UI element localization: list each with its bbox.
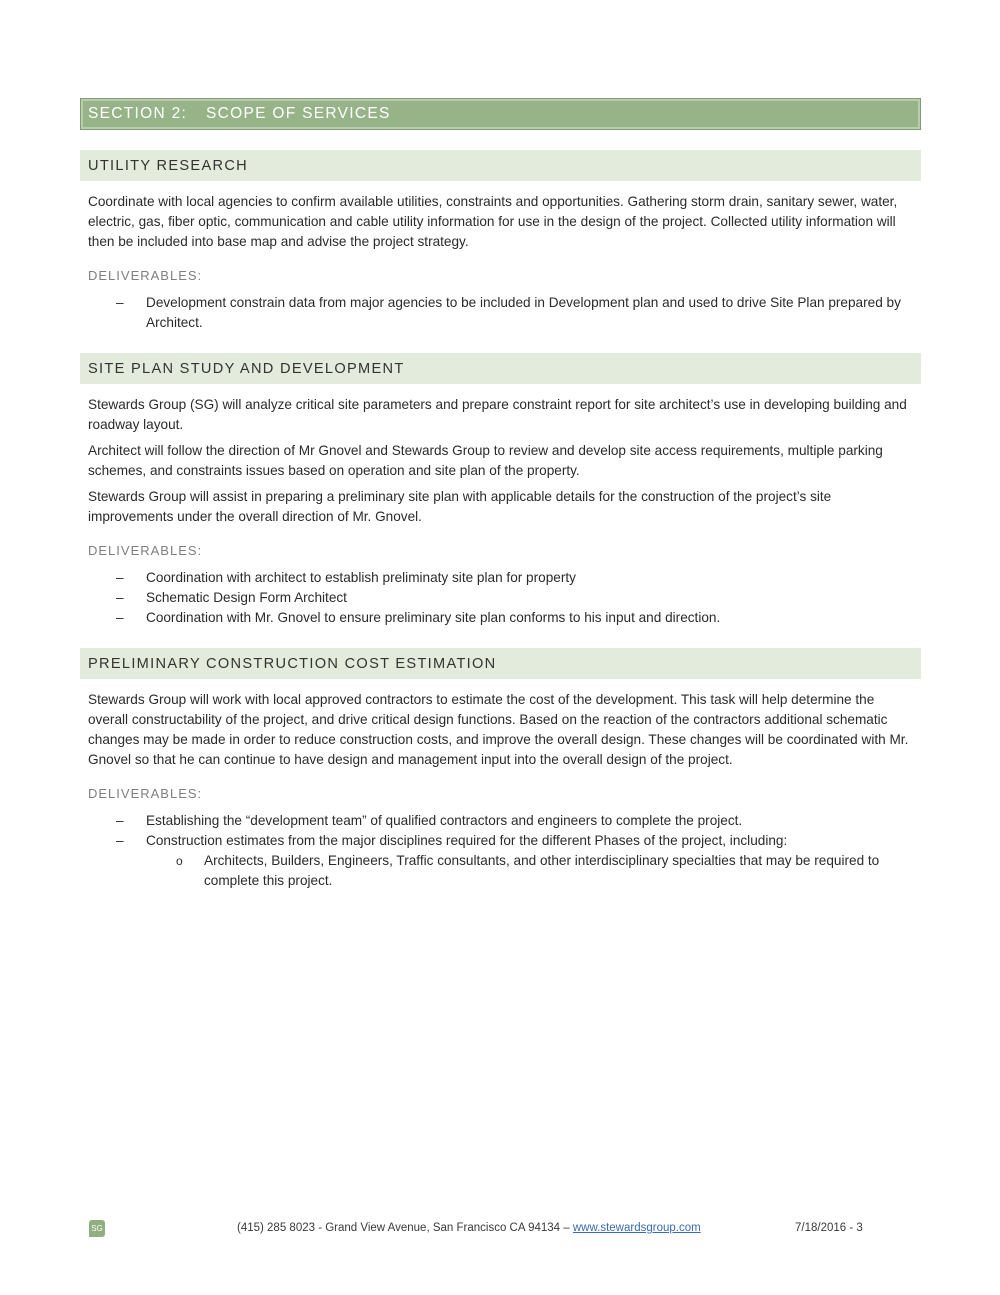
- utility-deliverables-label: DELIVERABLES:: [88, 268, 203, 283]
- list-item: [80, 293, 921, 333]
- section-title: SCOPE OF SERVICES: [206, 105, 391, 122]
- sub-list-item: [146, 851, 901, 891]
- list-item-text: Construction estimates from the major disciplines required for the different Phases of the project, including:: [146, 833, 788, 848]
- list-item-text: Schematic Design Form Architect: [146, 590, 347, 605]
- section-banner: [80, 98, 921, 130]
- utility-research-paragraph: Coordinate with local agencies to confirm available utilities, constraints and opportunities. Gathering storm drain, sanitary sewer, water, electric, gas, fiber optic, communication and cable utility information for use in the design of the project. Collected utility information will then be included into base map and advise the project strategy.: [88, 194, 898, 249]
- footer-date-page: 7/18/2016 - 3: [795, 1222, 863, 1234]
- dash-bullet-icon: –: [116, 590, 124, 605]
- dash-bullet-icon: –: [116, 833, 124, 848]
- footer-contact: [237, 1222, 701, 1234]
- stewards-group-logo: SG: [89, 1220, 105, 1237]
- section-number: SECTION 2:: [88, 105, 188, 122]
- list-item-text: Coordination with Mr. Gnovel to ensure preliminary site plan conforms to his input and direction.: [146, 610, 721, 625]
- site-plan-paragraph-2: Architect will follow the direction of Mr Gnovel and Stewards Group to review and develop site access requirements, multiple parking schemes, and constraints issues based on operation and site plan of the property.: [88, 443, 883, 478]
- cost-estimation-header: PRELIMINARY CONSTRUCTION COST ESTIMATION: [80, 648, 921, 679]
- site-plan-deliverables-label: DELIVERABLES:: [88, 543, 203, 558]
- list-item-text: Establishing the “development team” of qualified contractors and engineers to complete the project.: [146, 813, 743, 828]
- circle-bullet-icon: o: [176, 854, 183, 868]
- dash-bullet-icon: –: [116, 570, 124, 585]
- document-page: [80, 98, 921, 891]
- sub-list-item-text: Architects, Builders, Engineers, Traffic consultants, and other interdisciplinary specialties that may be required to complete this project.: [204, 853, 880, 888]
- dash-bullet-icon: –: [116, 295, 124, 310]
- list-item: [80, 608, 921, 628]
- cost-sub-deliverables-list: [146, 851, 901, 891]
- site-plan-paragraph-1: Stewards Group (SG) will analyze critical site parameters and prepare constraint report for site architect’s use in developing building and roadway layout.: [88, 397, 907, 432]
- cost-deliverables-label: DELIVERABLES:: [88, 786, 203, 801]
- list-item-text: Development constrain data from major agencies to be included in Development plan and used to drive Site Plan prepared by Architect.: [146, 295, 901, 330]
- footer-contact-text: (415) 285 8023 - Grand View Avenue, San Francisco CA 94134 –: [237, 1222, 570, 1234]
- site-plan-header: SITE PLAN STUDY AND DEVELOPMENT: [80, 353, 921, 384]
- cost-estimation-paragraph: Stewards Group will work with local approved contractors to estimate the cost of the development. This task will help determine the overall constructability of the project, and drive critical design functions. Based on the reaction of the contractors additional schematic changes may be made in order to reduce construction costs, and improve the overall design. These changes will be coordinated with Mr. Gnovel so that he can continue to have design and management input into the overall design of the project.: [88, 692, 909, 767]
- dash-bullet-icon: –: [116, 610, 124, 625]
- list-item: [80, 568, 921, 588]
- cost-deliverables-list: [80, 811, 921, 891]
- site-plan-deliverables-list: [80, 568, 921, 628]
- dash-bullet-icon: –: [116, 813, 124, 828]
- list-item-text: Coordination with architect to establish preliminaty site plan for property: [146, 570, 576, 585]
- list-item: [80, 811, 921, 831]
- site-plan-paragraph-3: Stewards Group will assist in preparing a preliminary site plan with applicable details for the construction of the project’s site improvements under the overall direction of Mr. Gnovel.: [88, 489, 832, 524]
- page-footer: [0, 1219, 1000, 1241]
- list-item: [80, 588, 921, 608]
- utility-deliverables-list: [80, 293, 921, 333]
- website-link[interactable]: www.stewardsgroup.com: [572, 1222, 701, 1234]
- utility-research-header: UTILITY RESEARCH: [80, 150, 921, 181]
- list-item: [80, 831, 921, 891]
